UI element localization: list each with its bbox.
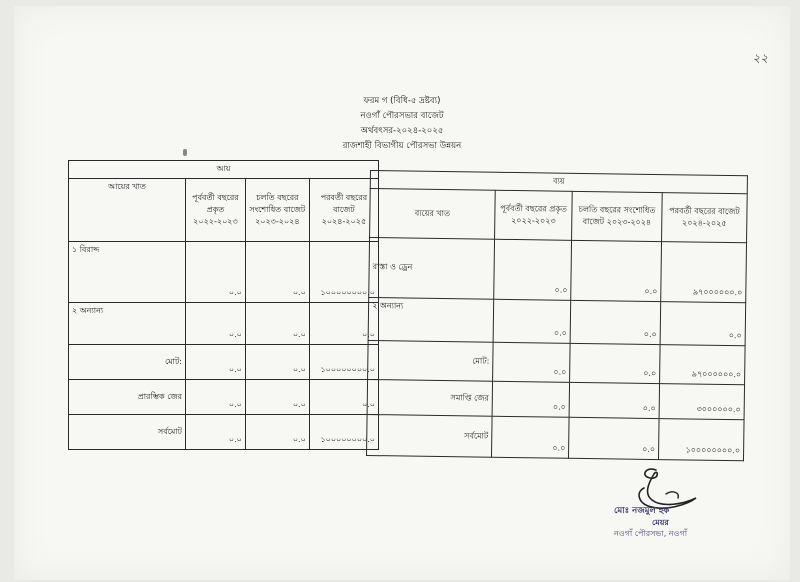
expense-header-next-budget: পরবর্তী বছরের বাজেট ২০২৪-২০২৫ <box>662 193 748 243</box>
table-row <box>367 414 745 460</box>
project-name: রাজশাহী বিভাগীয় পৌরসভা উন্নয়ন <box>342 141 462 151</box>
cell-value: ০.০ <box>245 303 309 345</box>
row-label: ২ অন্যান্য <box>69 303 186 345</box>
cell-value: ০.০ <box>186 345 246 380</box>
cell-value: ১০০০০০০০০.০ <box>659 419 745 461</box>
ink-dot <box>183 149 187 156</box>
row-label: সমাপ্তি জের <box>367 379 492 416</box>
table-row <box>69 415 379 450</box>
table-row <box>69 380 379 415</box>
expense-header-current-revised: চলতি বছরের সংশোধিত বাজেট ২০২৩-২০২৪ <box>572 191 663 241</box>
document-header <box>14 94 790 154</box>
cell-value: ১০০০০০০০০.০ <box>309 242 378 303</box>
row-label: সর্বমোট <box>69 415 186 450</box>
cell-value: ০.০ <box>245 242 309 303</box>
seal-title: মেয়র <box>652 518 669 527</box>
row-label: মোট: <box>368 340 494 381</box>
row-label: মোট: <box>69 345 186 380</box>
cell-value: ০.০ <box>245 415 309 450</box>
cell-value: ০.০ <box>571 240 662 301</box>
cell-value: ০.০ <box>493 342 571 382</box>
cell-value: ০.০ <box>186 415 246 450</box>
income-caption: আয় <box>69 161 379 179</box>
expense-header-category: ব্যয়ের খাত <box>370 189 496 240</box>
cell-value: ০.০ <box>245 345 309 380</box>
cell-value: ০.০ <box>309 380 378 415</box>
cell-value: ০.০ <box>245 380 309 415</box>
cell-value: ০.০ <box>492 416 570 458</box>
expense-caption: ব্যয় <box>370 171 747 194</box>
cell-value: ৩০০০০০০.০ <box>659 384 744 420</box>
cell-value: ০.০ <box>492 381 570 417</box>
official-seal <box>614 506 734 539</box>
cell-value: ০.০ <box>309 303 378 345</box>
cell-value: ০.০ <box>494 239 572 300</box>
expense-table <box>366 170 748 461</box>
row-label: সর্বমোট <box>367 414 493 457</box>
table-row <box>69 345 379 380</box>
seal-office: নওগাঁ পৌরসভা, নওগাঁ <box>614 529 688 538</box>
table-row <box>368 340 746 384</box>
cell-value: ০.০ <box>569 417 659 459</box>
table-row <box>69 242 379 303</box>
row-label: ২ অন্যান্য <box>368 297 494 342</box>
cell-value: ০.০ <box>186 242 246 303</box>
form-reference: ফরম গ (বিধি-৫ দ্রষ্টব্য) <box>363 96 441 106</box>
income-header-next-budget: পরবর্তী বছরের বাজেট ২০২৪-২০২৫ <box>309 179 378 242</box>
cell-value: ০.০ <box>570 343 660 383</box>
income-header-prev-actual: পূর্ববর্তী বছরের প্রকৃত ২০২২-২০২৩ <box>186 179 246 242</box>
income-header-current-revised: চলতি বছরের সংশোধিত বাজেট ২০২৩-২০২৪ <box>245 179 309 242</box>
cell-value: ০.০ <box>186 380 246 415</box>
row-label: প্রারম্ভিক জের <box>69 380 186 415</box>
table-row <box>368 297 746 345</box>
cell-value: ০.০ <box>186 303 246 345</box>
cell-value: ০.০ <box>493 299 571 343</box>
page-number: ২২ <box>752 51 768 65</box>
document-page <box>14 6 790 580</box>
cell-value: ৯৭০০০০০০.০ <box>660 345 746 385</box>
fiscal-year: অর্থবৎসর-২০২৪-২০২৫ <box>360 126 444 136</box>
income-table <box>68 160 379 450</box>
cell-value: ০.০ <box>569 382 659 418</box>
cell-value: ০.০ <box>660 302 746 346</box>
income-header-category: আয়ের খাত <box>69 179 186 242</box>
cell-value: ১০০০০০০০০.০ <box>309 345 378 380</box>
budget-title: নওগাঁ পৌরসভার বাজেট <box>360 111 444 121</box>
table-row <box>69 303 379 345</box>
table-row <box>369 238 747 303</box>
cell-value: ৯৭০০০০০০.০ <box>661 242 747 303</box>
table-row <box>367 379 744 419</box>
expense-header-prev-actual: পূর্ববর্তী বছরের প্রকৃত ২০২২-২০২৩ <box>495 190 573 240</box>
cell-value: ১০০০০০০০০.০ <box>309 415 378 450</box>
row-label: রাস্তা ও ড্রেন <box>369 238 495 300</box>
row-label: ১ বিরাদ্দ <box>69 242 186 303</box>
seal-name: মোঃ নজমুল হক <box>614 506 670 516</box>
cell-value: ০.০ <box>570 300 660 344</box>
